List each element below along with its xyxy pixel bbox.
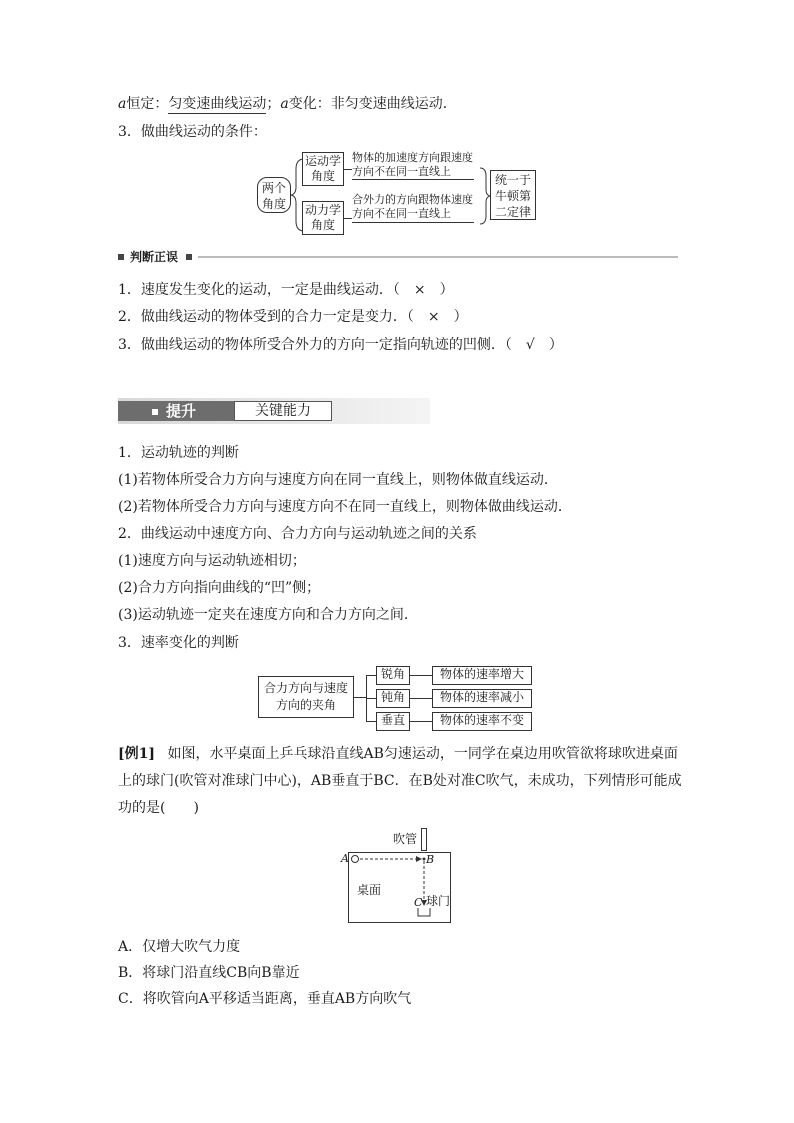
example-line-2: 上的球门(吹管对准球门中心)，AB垂直于BC．在B处对准C吹气，未成功，下列情形可能成 <box>118 773 682 789</box>
bullet-icon <box>118 254 124 260</box>
section-tag: 提升 <box>166 402 197 420</box>
result-box: 物体的速率增大 <box>432 666 532 685</box>
item-3-heading: 3．做曲线运动的条件： <box>118 124 267 140</box>
example-line-3: 功的是( ) <box>118 800 199 816</box>
connector <box>344 218 352 219</box>
dynamics-box: 动力学角度 <box>302 201 344 235</box>
connector <box>366 675 376 676</box>
example-tag: [例1] <box>118 746 155 762</box>
option-c: C．将吹管向A平移适当距离，垂直AB方向吹气 <box>118 991 412 1007</box>
connector <box>410 721 432 722</box>
trajectory-icon <box>348 852 451 923</box>
dyn-underline <box>352 222 474 223</box>
kinematics-box: 运动学角度 <box>302 152 344 186</box>
tube-label: 吹管 <box>393 832 418 846</box>
judge-header <box>118 249 678 265</box>
example-line-1 <box>118 744 678 764</box>
judge-title: 判断正误 <box>130 250 179 264</box>
result-box: 物体的速率不变 <box>432 712 532 731</box>
angle-box: 垂直 <box>376 712 410 731</box>
judge-item: 3．做曲线运动的物体所受合外力的方向一定指向轨迹的凹侧．（ √ ） <box>118 337 563 353</box>
result-box: 统一于牛顿第二定律 <box>490 170 536 220</box>
kin-text-1: 物体的加速度方向跟速度 <box>352 151 473 164</box>
body-line: 3．速率变化的判断 <box>118 635 239 651</box>
connector <box>410 675 432 676</box>
option-a: A．仅增大吹气力度 <box>118 939 241 955</box>
point-b-label: B <box>426 853 435 866</box>
connector <box>344 169 352 170</box>
judge-item: 1．速度发生变化的运动，一定是曲线运动．（ × ） <box>118 282 454 298</box>
connector <box>354 697 366 698</box>
text-sep: ； <box>266 96 281 112</box>
kin-text <box>352 151 480 179</box>
kin-underline <box>352 179 474 180</box>
divider <box>198 256 678 258</box>
connector <box>410 698 432 699</box>
diagram-root: 两个角度 <box>257 177 291 213</box>
angle-box: 钝角 <box>376 689 410 708</box>
section-title: 关键能力 <box>234 401 332 421</box>
connector <box>366 721 376 722</box>
var-a: a <box>118 96 127 112</box>
text-uniform: 匀变速曲线运动 <box>168 96 267 112</box>
angle-box: 锐角 <box>376 666 410 685</box>
bullet-icon <box>186 254 192 260</box>
line-accel <box>118 94 457 114</box>
connector <box>366 698 376 699</box>
angle-root-box: 合力方向与速度方向的夹角 <box>258 676 354 718</box>
dyn-text-2: 方向不在同一直线上 <box>352 207 451 220</box>
text-change: 变化：非匀变速曲线运动． <box>288 96 457 112</box>
tube-icon <box>421 828 427 851</box>
judge-item: 2．做曲线运动的物体受到的合力一定是变力．（ × ） <box>118 309 468 325</box>
dyn-text <box>352 193 480 221</box>
body-line: 2．曲线运动中速度方向、合力方向与运动轨迹之间的关系 <box>118 526 477 542</box>
table-label: 桌面 <box>357 883 382 897</box>
body-line: (2)若物体所受合力方向与速度方向不在同一直线上，则物体做曲线运动． <box>118 499 572 515</box>
body-line: (3)运动轨迹一定夹在速度方向和合力方向之间． <box>118 607 418 623</box>
dyn-text-1: 合外力的方向跟物体速度 <box>352 193 473 206</box>
body-line: (2)合力方向指向曲线的“凹”侧； <box>118 580 321 596</box>
body-line: (1)若物体所受合力方向与速度方向在同一直线上，则物体做直线运动． <box>118 472 558 488</box>
point-c-label: C <box>414 896 423 909</box>
goal-label: 球门 <box>426 894 451 908</box>
result-box: 物体的速率减小 <box>432 689 532 708</box>
bullet-icon <box>152 409 158 415</box>
text-const: 恒定： <box>126 96 169 112</box>
section-header <box>118 398 430 424</box>
point-a-label: A <box>341 852 349 865</box>
body-line: 1．运动轨迹的判断 <box>118 445 239 461</box>
kin-text-2: 方向不在同一直线上 <box>352 165 451 178</box>
example-text-1: 如图，水平桌面上乒乓球沿直线AB匀速运动，一同学在桌边用吹管欲将球吹进桌面 <box>167 746 678 762</box>
var-a2: a <box>280 96 289 112</box>
option-b: B．将球门沿直线CB向B靠近 <box>118 965 300 981</box>
body-line: (1)速度方向与运动轨迹相切； <box>118 553 306 569</box>
